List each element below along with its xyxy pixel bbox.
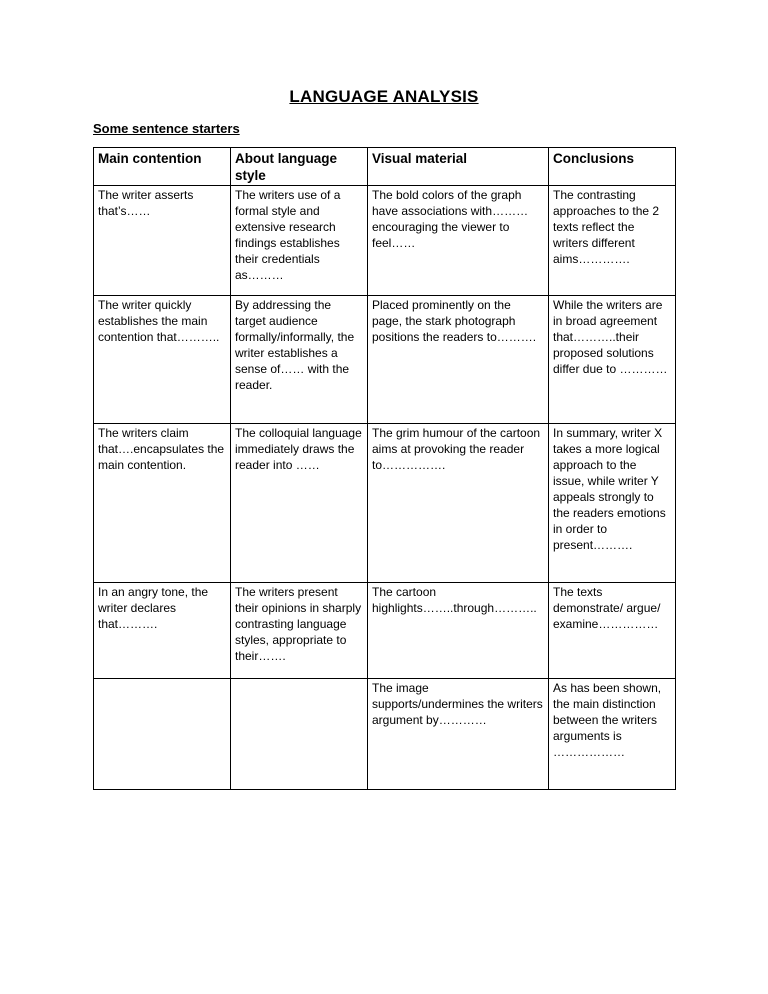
table-cell: As has been shown, the main distinction between the writers arguments is ……………… bbox=[549, 679, 676, 790]
table-cell bbox=[94, 679, 231, 790]
table-cell: The writer asserts that’s…… bbox=[94, 186, 231, 296]
table-header-row bbox=[94, 148, 676, 186]
table-cell: The image supports/undermines the writers argument by………… bbox=[368, 679, 549, 790]
table-cell: The grim humour of the cartoon aims at provoking the reader to……………. bbox=[368, 424, 549, 583]
table-cell: The writer quickly establishes the main contention that……….. bbox=[94, 296, 231, 424]
table-row bbox=[94, 296, 676, 424]
column-header-language-style: About language style bbox=[231, 148, 368, 186]
table-row bbox=[94, 679, 676, 790]
table-cell: In an angry tone, the writer declares that………. bbox=[94, 583, 231, 679]
table-cell: In summary, writer X takes a more logical approach to the issue, while writer Y appeals strongly to the readers emotions in order to present………. bbox=[549, 424, 676, 583]
column-header-conclusions: Conclusions bbox=[549, 148, 676, 186]
table-cell: The texts demonstrate/ argue/ examine…………… bbox=[549, 583, 676, 679]
table-cell bbox=[231, 679, 368, 790]
table-row bbox=[94, 583, 676, 679]
sentence-starters-table bbox=[93, 147, 676, 790]
table-cell: The writers present their opinions in sharply contrasting language styles, appropriate to their……. bbox=[231, 583, 368, 679]
section-subtitle: Some sentence starters bbox=[93, 121, 240, 136]
column-header-main-contention: Main contention bbox=[94, 148, 231, 186]
table-row bbox=[94, 424, 676, 583]
table-cell: The writers use of a formal style and extensive research findings establishes their credentials as……… bbox=[231, 186, 368, 296]
table-cell: The contrasting approaches to the 2 texts reflect the writers different aims…………. bbox=[549, 186, 676, 296]
table-cell: The cartoon highlights……..through……….. bbox=[368, 583, 549, 679]
table-cell: The writers claim that….encapsulates the main contention. bbox=[94, 424, 231, 583]
page-title: LANGUAGE ANALYSIS bbox=[289, 87, 479, 106]
table-cell: While the writers are in broad agreement that………..their proposed solutions differ due to ………… bbox=[549, 296, 676, 424]
table-cell: The bold colors of the graph have associations with………encouraging the viewer to feel…… bbox=[368, 186, 549, 296]
table-cell: By addressing the target audience formally/informally, the writer establishes a sense of…… with the reader. bbox=[231, 296, 368, 424]
table-cell: The colloquial language immediately draws the reader into …… bbox=[231, 424, 368, 583]
column-header-visual-material: Visual material bbox=[368, 148, 549, 186]
table-row bbox=[94, 186, 676, 296]
table-cell: Placed prominently on the page, the stark photograph positions the readers to………. bbox=[368, 296, 549, 424]
